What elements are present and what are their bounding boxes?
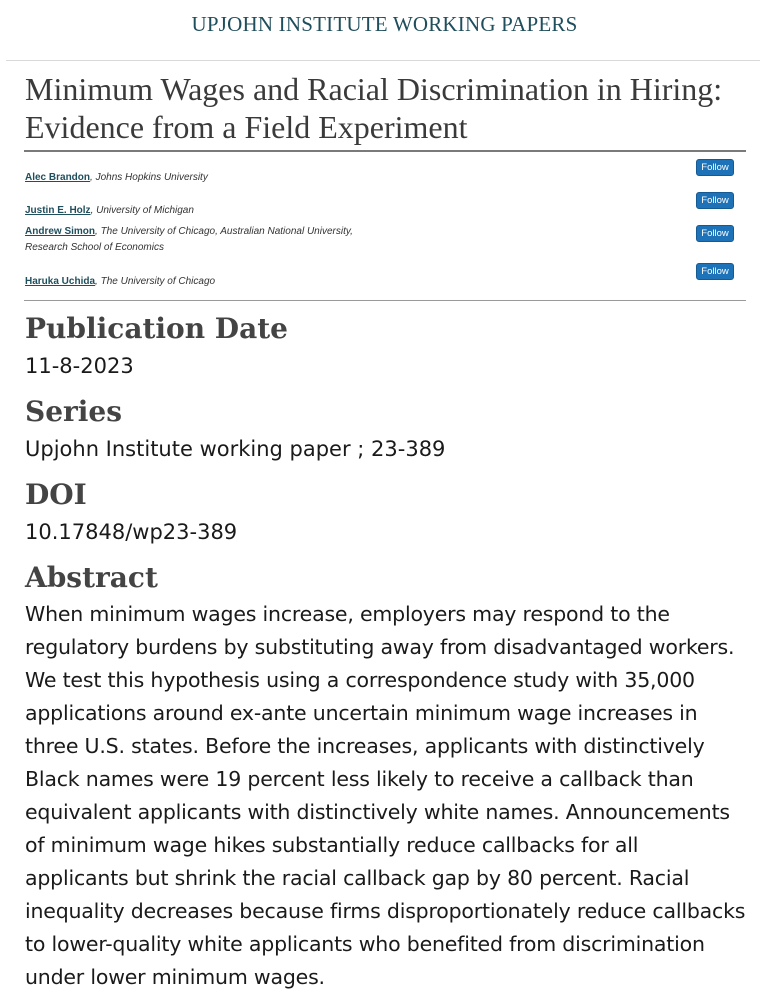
series-heading: Series <box>25 395 123 428</box>
authors-divider <box>24 300 746 301</box>
author-link-haruka-uchida[interactable]: Haruka Uchida <box>25 276 96 287</box>
author-link-andrew-simon[interactable]: Andrew Simon <box>25 226 96 237</box>
author-affiliation: , Johns Hopkins University <box>90 172 208 183</box>
series-banner[interactable]: UPJOHN INSTITUTE WORKING PAPERS <box>191 12 578 36</box>
author-affiliation: , The University of Chicago <box>95 276 216 287</box>
series-value[interactable]: Upjohn Institute working paper ; 23-389 <box>25 437 446 461</box>
author-item <box>25 203 665 219</box>
doi-value[interactable]: 10.17848/wp23-389 <box>25 520 238 544</box>
author-affiliation: , University of Michigan <box>90 205 194 216</box>
abstract-heading: Abstract <box>25 561 158 594</box>
header-divider <box>6 60 760 61</box>
follow-button-justin-holz[interactable]: Follow <box>696 192 734 209</box>
author-item <box>25 170 665 186</box>
abstract-text: When minimum wages increase, employers may respond to the regulatory burdens by substituting away from disadvantaged workers. We test this hypothesis using a correspondence study with 35,000 applications around ex-ante uncertain minimum wage increases in three U.S. states. Before the increases, applicants with distinctively Black names were 19 percent less likely to receive a callback than equivalent applicants with distinctively white names. Announcements of minimum wage hikes substantially reduce callbacks for all applicants but shrink the racial callback gap by 80 percent. Racial inequality decreases because firms disproportionately reduce callbacks to lower-quality white applicants who benefited from discrimination under lower minimum wages. <box>25 602 746 989</box>
publication-date-value: 11-8-2023 <box>25 354 134 378</box>
author-item <box>25 274 665 290</box>
follow-button-haruka-uchida[interactable]: Follow <box>696 263 734 280</box>
author-item <box>25 224 355 256</box>
title-divider <box>24 150 746 152</box>
author-link-justin-holz[interactable]: Justin E. Holz <box>25 205 91 216</box>
author-affiliation: , The University of Chicago, Australian National University, Research School of Economics <box>25 226 353 253</box>
doi-heading: DOI <box>25 478 87 511</box>
author-list <box>25 156 745 296</box>
paper-title: Minimum Wages and Racial Discrimination in Hiring: Evidence from a Field Experiment <box>25 71 723 145</box>
author-link-alec-brandon[interactable]: Alec Brandon <box>25 172 91 183</box>
follow-button-andrew-simon[interactable]: Follow <box>696 225 734 242</box>
follow-button-alec-brandon[interactable]: Follow <box>696 159 734 176</box>
publication-date-heading: Publication Date <box>25 312 288 345</box>
